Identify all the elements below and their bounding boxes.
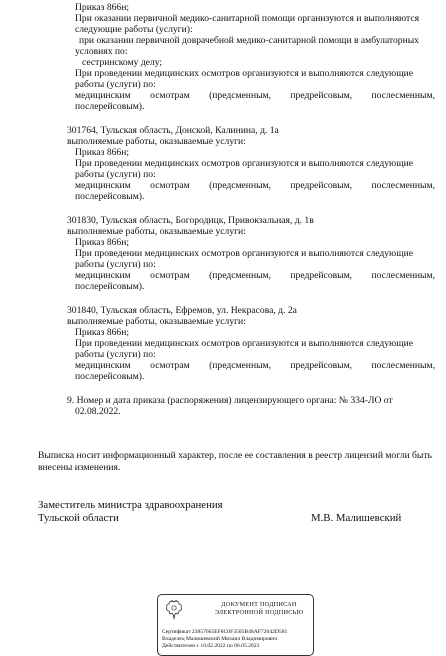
text-line: работы (услуги) по: — [75, 79, 156, 90]
text-line: выполняемые работы, оказываемые услуги: — [67, 226, 246, 237]
text-line: сестринскому делу; — [82, 57, 163, 68]
disclaimer-line: Выписка носит информационный характер, после ее составления в реестр лицензий могли быть — [38, 450, 432, 461]
word: послесменным, — [371, 180, 435, 191]
text-line: При проведении медицинских осмотров организуются и выполняются следующие — [75, 158, 413, 169]
word: (предсменным, — [209, 180, 271, 191]
stamp-validity: Действителен с 10.02.2022 по 06.05.2023 — [162, 643, 260, 649]
word: предрейсовым, — [290, 180, 353, 191]
word: медицинским — [75, 270, 131, 281]
word: послесменным, — [371, 360, 435, 371]
disclaimer-line: внесены изменения. — [38, 462, 121, 473]
word: предрейсовым, — [290, 90, 353, 101]
order-number-line: 9. Номер и дата приказа (распоряжения) лицензирующего органа: № 334-ЛО от — [67, 395, 393, 406]
electronic-signature-stamp — [157, 594, 314, 656]
word: медицинским — [75, 90, 131, 101]
text-line-justified — [75, 270, 435, 281]
text-line: следующие работы (услуги): — [75, 24, 193, 35]
word: (предсменным, — [209, 360, 271, 371]
text-line: Приказ 866н; — [75, 2, 130, 13]
word: предрейсовым, — [290, 360, 353, 371]
text-line: условиях по: — [75, 46, 128, 57]
text-line: работы (услуги) по: — [75, 169, 156, 180]
text-line: послерейсовым). — [75, 281, 145, 292]
word: осмотрам — [150, 90, 190, 101]
text-line: послерейсовым). — [75, 191, 145, 202]
coat-of-arms-icon — [164, 599, 184, 621]
word: послесменным, — [371, 90, 435, 101]
signatory-region: Тульской области — [38, 512, 119, 524]
text-line: При проведении медицинских осмотров организуются и выполняются следующие — [75, 248, 413, 259]
text-line: При проведении медицинских осмотров организуются и выполняются следующие — [75, 68, 413, 79]
text-line-justified — [75, 360, 435, 371]
address-line: 301764, Тульская область, Донской, Калинина, д. 1а — [67, 125, 279, 136]
text-line: выполняемые работы, оказываемые услуги: — [67, 136, 246, 147]
word: осмотрам — [150, 180, 190, 191]
stamp-subtitle: ЭЛЕКТРОННОЙ ПОДПИСЬЮ — [214, 609, 304, 616]
text-line: Приказ 866н; — [75, 237, 130, 248]
word: (предсменным, — [209, 270, 271, 281]
order-date-line: 02.08.2022. — [75, 406, 121, 417]
text-line: при оказании первичной доврачебной медико-санитарной помощи в амбулаторных — [79, 35, 419, 46]
text-line: Приказ 866н; — [75, 327, 130, 338]
stamp-title: ДОКУМЕНТ ПОДПИСАН — [221, 601, 297, 608]
text-line-justified — [75, 90, 435, 101]
stamp-owner: Владелец Малишевский Михаил Владимирович — [162, 636, 278, 642]
text-line: Приказ 866н; — [75, 147, 130, 158]
text-line: При оказании первичной медико-санитарной помощи организуются и выполняются — [75, 13, 419, 24]
signatory-name: М.В. Малишевский — [311, 512, 402, 524]
text-line: работы (услуги) по: — [75, 259, 156, 270]
word: осмотрам — [150, 270, 190, 281]
word: послесменным, — [371, 270, 435, 281]
text-line: послерейсовым). — [75, 101, 145, 112]
text-line: выполняемые работы, оказываемые услуги: — [67, 316, 246, 327]
word: осмотрам — [150, 360, 190, 371]
word: (предсменным, — [209, 90, 271, 101]
address-line: 301840, Тульская область, Ефремов, ул. Некрасова, д. 2а — [67, 305, 297, 316]
text-line-justified — [75, 180, 435, 191]
word: предрейсовым, — [290, 270, 353, 281]
text-line: При проведении медицинских осмотров организуются и выполняются следующие — [75, 338, 413, 349]
word: медицинским — [75, 360, 131, 371]
text-line: работы (услуги) по: — [75, 349, 156, 360]
text-line: послерейсовым). — [75, 371, 145, 382]
stamp-certificate: Сертификат 23857665EF8C0F3505B48AF72042D581 — [162, 629, 288, 635]
word: медицинским — [75, 180, 131, 191]
signatory-title: Заместитель министра здравоохранения — [38, 499, 223, 511]
address-line: 301830, Тульская область, Богородицк, Привокзальная, д. 1в — [67, 215, 314, 226]
